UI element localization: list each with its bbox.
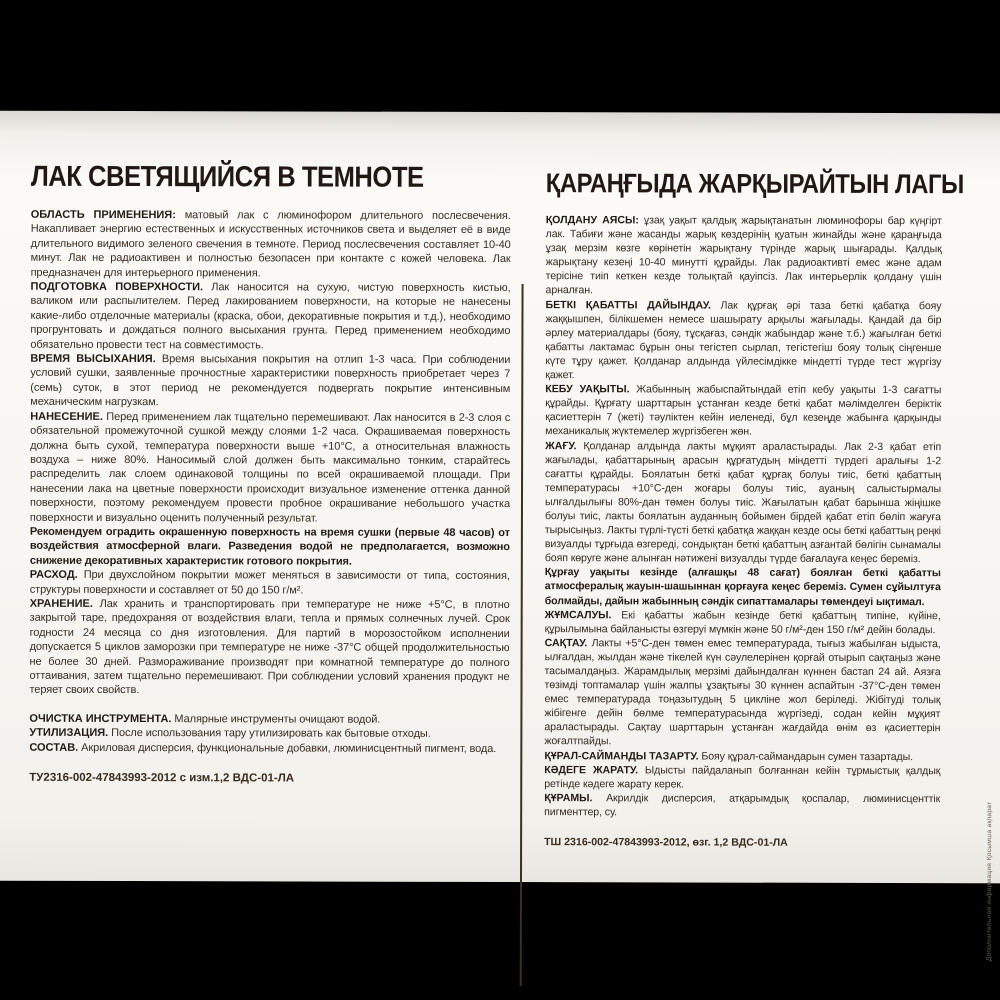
vertical-side-note [986,801,993,961]
side-note-line2: Қосымша ақпарат [986,801,994,861]
section-application-kk: ҚОЛДАНУ АЯСЫ: ұзақ уақыт қалдық жарықтанатын люминофоры бар күңгірт лак. Табиғи және жасанды жарық көздерінің қуатын жинайды және қараңғыда ұзақ мерзім көзге көрінетін жарықтану түрінде жарық шығарады. Қалдық жарықтану кезеңі 10-40 минутті құрайды. Лак радиоактивті емес және адам терісіне тиіп кеткен кезде толықтай қауіпсіз. Лак интерьерлік қолдану үшін арналған. [545,214,942,297]
section-tool-cleaning-ru: ОЧИСТКА ИНСТРУМЕНТА. Малярные инструменты очищают водой. [29,712,381,726]
spacer [29,698,509,713]
section-disposal-ru: УТИЛИЗАЦИЯ. После использования тару утилизировать как бытовые отходы. [29,726,431,741]
column-divider [520,284,524,986]
section-drying-time-ru: ВРЕМЯ ВЫСЫХАНИЯ. Время высыхания покрытия на отлип 1-3 часа. При соблюдении условий сушки, заявленные прочностные характеристики поверхность приобретает через 7 (семь) суток, в этот период не рекомендуется подвергать покрытие интенсивным механическим нагрузкам. [30,352,511,409]
section-application-method-ru: НАНЕСЕНИЕ. Перед применением лак тщательно перемешивают. Лак наносится в 2-3 слоя с обязательной промежуточной сушкой между слоями 1-2 часа. Окрашиваемая поверхность должна быть сухой, температура поверхности выше +10°С, а относительная влажность воздуха – ниже 80%. Наносимый слой должен быть максимально тонким, старайтесь распределить лак слоем одинаковой толщины по всей окрашиваемой площади. При нанесении лака на цветные поверхности происходит визуальное изменение оттенка данной поверхности, поэтому рекомендуем провести пробное окрашивание небольшого участка поверхности и визуально оценить полученный результат. [29,410,511,525]
russian-column [29,161,511,787]
section-surface-prep-ru: ПОДГОТОВКА ПОВЕРХНОСТИ. Лак наносится на сухую, чистую поверхность кистью, валиком или распылителем. Перед лакированием поверхности, на которые не нанесены какие-либо отделочные материалы (краска, обои, декоративные покрытия и т.д.), необходимо прогрунтовать и дождаться полного высыхания грунта. Перед применением необходимо обязательно провести тест на совместимость. [30,280,511,352]
section-storage-ru: ХРАНЕНИЕ. Лак хранить и транспортировать при температуре не ниже +5°С, в плотно закрытой таре, предохраняя от воздействия влаги, тепла и прямых солнечных лучей. Срок годности 24 месяца со дня изготовления. Для партий в морозостойком исполнении допускается 5 циклов заморозки при температуре не ниже -37°С общей продолжительностью не более 30 дней. Размораживание производят при комнатной температуре до полного оттаивания, затем тщательно перемешивают. При соблюдении условий хранения продукт не теряет своих свойств. [29,597,510,697]
section-surface-prep-kk: БЕТКІ ҚАБАТТЫ ДАЙЫНДАУ. Лак құрғақ әрі таза беткі қабатқа бояу жаққышпен, білікшемен немесе шашырату арқылы жағылады. Қандай да бір әрлеу материалдары (бояу, тұсқағаз, сәндік жабындар және т.б.) жағылған беткі қабатты лактамас бұрын оны тегістеп сырлап, тегістегіш бояу толық сіңгенше күте тұру қажет. Қолданар алдында үйлесімдікке міндетті түрде тест жүргізу қажет. [545,298,942,382]
section-composition-ru: СОСТАВ. Акриловая дисперсия, функциональные добавки, люминисцентный пигмент, вода. [29,741,497,755]
section-warning-ru: Рекомендуем оградить окрашенную поверхность на время сушки (первые 48 часов) от воздействия атмосферной влаги. Разведения водой не предполагается, возможно снижение декоративных характеристик готового покрытия. [29,525,510,568]
section-application-method-kk: ЖАҒУ. Қолданар алдында лакты мұқият араластырады. Лак 2-3 қабат етіп жағылады, қабаттарының арасын құрғатудың міндетті түрдегі аралығы 1-2 сағатты құрайды. Боялатын беткі қабат құрғақ болуы тиіс, беткі қабаттың температурасы +10°С-ден жоғары болуы тиіс, ауаның салыстырмалы ылғалдылығы 80%-дан төмен болуы тиіс. Жағылатын қабат барынша жіңішке болуы тиіс, лакты боялатын ауданның бойымен бірдей қабат етіп бөліп жағуға тырысыңыз. Лакты түрлі-түсті беткі қабатқа жаққан кезде осы беткі қабаттың реңкі визуалды тұрғыда өзгереді, сондықтан беткі қабаттың азғантай бөлігін сынамалы бояп көруге және алынған нәтижені визуалды түрде бағалауға кеңес береміз. [544,439,942,566]
section-consumption-ru: РАСХОД. При двухслойном покрытии может меняться в зависимости от типа, состояния, структуры поверхности и составляет от 50 до 150 г/м². [29,568,510,597]
section-drying-time-kk: КЕБУ УАҚЫТЫ. Жабынның жабыспайтындай етіп кебу уақыты 1-3 сағатты құрайды. Құрғату шарттарын ұстанған кезде беткі қабат мәлімделген беріктік қасиеттерін 7 (жеті) тәуліктен кейін иеленеді, бұл кезеңде жабынға қарқынды механикалық жүктемелер жүргізбеген жөн. [545,383,942,439]
section-tool-cleaning-kk: ҚҰРАЛ-САЙМАНДЫ ТАЗАРТУ. Бояу құрал-саймандарын сумен тазартады. [544,749,913,763]
section-composition-kk: ҚҰРАМЫ. Акрилдік дисперсия, атқарымдық қоспалар, люминисценттік пигменттер, су. [544,791,941,819]
section-disposal-kk: КӘДЕГЕ ЖАРАТУ. Ыдысты пайдаланып болғаннан кейін тұрмыстық қалдық ретінде кәдеге жарату керек. [544,763,941,791]
standard-number-kk: ТШ 2316-002-47843993-2012, өзг. 1,2 ВДС-01-ЛА [544,836,788,849]
side-note-line1: Дополнительная информация [985,862,994,961]
section-storage-kk: САҚТАУ. Лакты +5°С-ден төмен емес температурада, тығыз жабылған ыдыста, ылғалдан, жылдан және тікелей күн сәулелерінен қорғай отырып сақтаңыз және тасымалдаңыз. Жарамдылық мерзімі дайындалған күннен бастап 24 ай. Аязға төзімді топтамалар үшін жалпы ұзақтығы 30 күннен аспайтын -37°С-ден төмен емес температурада тоңазытудың 5 цикліне жол беріледі. Жібітуді толық жібігенге дейін бөлме температурасында жүргізеді, содан кейін мұқият араластырады. Сақтау шарттарын ұстанған жағдайда өнім өз қасиеттерін жоғалтпайды. [544,636,941,748]
standard-number-ru: ТУ2316-002-47843993-2012 с изм.1,2 ВДС-01-ЛА [29,771,295,785]
section-consumption-kk: ЖҰМСАЛУЫ. Екі қабатты жабын кезінде беткі қабаттың типіне, күйіне, құрылымына байланысты өзгеруі мүмкін және 50 г/м²-ден 150 г/м² дейін болады. [544,608,941,636]
section-warning-kk: Құрғау уақыты кезінде (алғашқы 48 сағат) боялған беткі қабатты атмосфералық жауын-шашыннан қорғауға кеңес береміз. Сумен сұйылтуға болмайды, дайын жабынның сәндік сипаттамалары төмендеуі ықтимал. [544,566,941,608]
page-title-ru: ЛАК СВЕТЯЩИЙСЯ В ТЕМНОТЕ [30,160,424,194]
kazakh-column [544,168,964,850]
page-title-kk: ҚАРАҢҒЫДА ЖАРҚЫРАЙТЫН ЛАГЫ [545,168,964,200]
section-application-ru: ОБЛАСТЬ ПРИМЕНЕНИЯ: матовый лак с люминофором длительного послесвечения. Накапливает энергию естественных и искусственных источников света и выделяет её в виде длительного видимого зеленого свечения в темноте. Период послесвечения составляет 10-40 минут. Лак не радиоактивен и полностью безопасен при контакте с кожей человека. Лак предназначен для интерьерного применения. [30,208,511,279]
product-label-photo [0,111,1000,961]
